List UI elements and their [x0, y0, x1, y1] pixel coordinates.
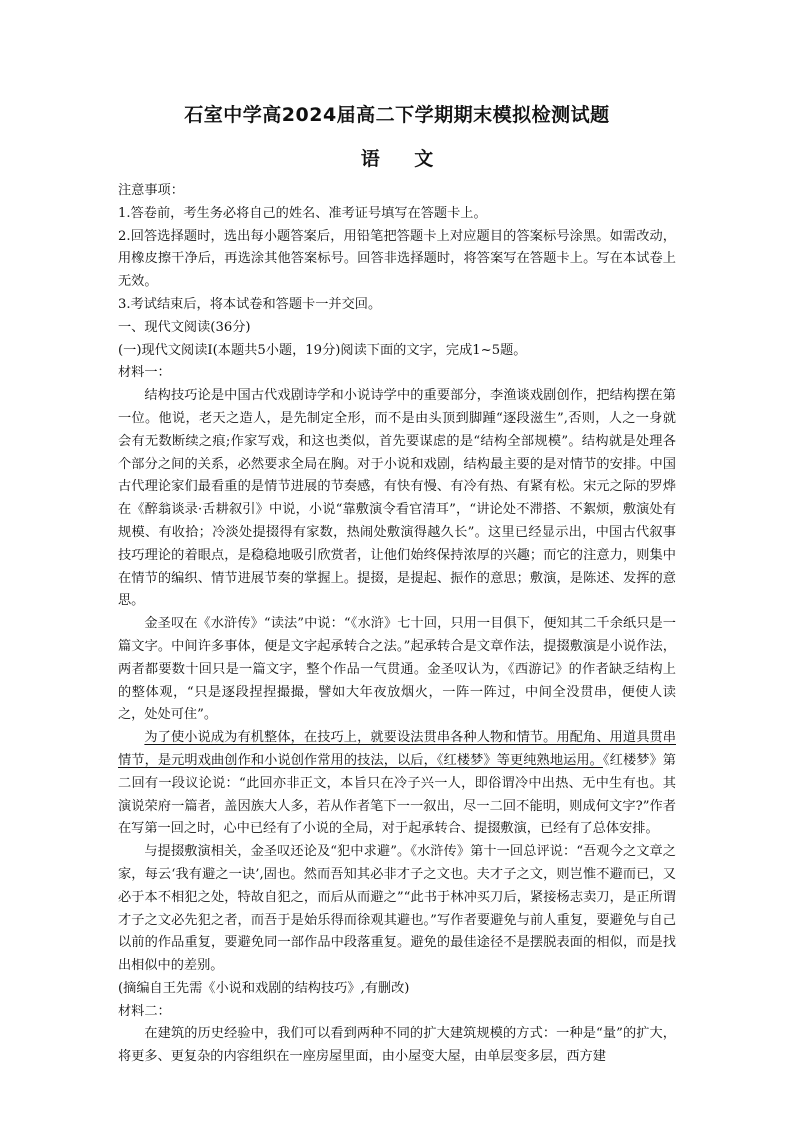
material-1-paragraph-4: 与提掇敷演相关，金圣叹还论及“犯中求避”。《水浒传》第十一回总评说：“吾观今之文章之家，每云‘我有避之一诀’,固也。然而吾知其必非才子之文也。夫才子之文，则岂惟不避而已，又必于本不相犯之处，特故自犯之，而后从而避之”“此书于林冲买刀后，紧接杨志卖刀，是正所谓才子之文必先犯之者，而吾于是始乐得而徐观其避也。”写作者要避免与前人重复，要避免与自己以前的作品重复，要避免同一部作品中段落重复。避免的最佳途径不是摆脱表面的相似，而是找出相似中的差别。 [118, 844, 676, 974]
exam-subject: 语 文 [360, 148, 448, 170]
paragraph-3-rest: 《红楼梦》第二回有一段议论说：“此回亦非正文，本旨只在冷子兴一人，即俗谓冷中出热、无中生有也。其演说荣府一篇者，盖因族大人多，若从作者笔下一一叙出，尽一二回不能明，则成何文字?”作者在写第一回之时，心中已经有了小说的全局，对于起承转合、提掇敷演，已经有了总体安排。 [118, 752, 676, 837]
notice-item-2: 2.回答选择题时，选出每小题答案后，用铅笔把答题卡上对应题目的答案标号涂黑。如需改动，用橡皮擦干净后，再选涂其他答案标号。回答非选择题时，将答案写在答题卡上。写在本试卷上无效。 [118, 228, 676, 290]
section-subheading: (一)现代文阅读I(本题共5小题，19分)阅读下面的文字，完成1~5题。 [118, 342, 527, 358]
material-1-paragraph-2: 金圣叹在《水浒传》“读法”中说：“《水浒》七十回，只用一目俱下，便知其二千余纸只是一篇文字。中间许多事体，便是文字起承转合之法。”起承转合是文章作法，提掇敷演是小说作法，两者都要数十回只是一篇文字，整个作品一气贯通。金圣叹认为，《西游记》的作者缺乏结构上的整体观，“只是逐段捏捏撮撮，譬如大年夜放烟火，一阵一阵过，中间全没贯串，便使人读之，处处可住”。 [118, 616, 676, 723]
section-heading: 一、现代文阅读(36分) [118, 319, 251, 335]
material-2-label: 材料二： [118, 1003, 171, 1019]
notice-item-1: 1.答卷前，考生务必将自己的姓名、准考证号填写在答题卡上。 [118, 205, 487, 221]
material-1-paragraph-3 [118, 727, 676, 841]
underlined-sentence: 为了使小说成为有机整体，在技巧上，就要设法贯串各种人物和情节。用配角、用道具贯串情节，是元明戏曲创作和小说创作常用的技法，以后，《红楼梦》等更纯熟地运用。 [118, 730, 676, 768]
notice-item-3: 3.考试结束后，将本试卷和答题卡一并交回。 [118, 296, 382, 312]
material-1-source: (摘编自王先需《小说和戏剧的结构技巧》,有删改) [118, 980, 410, 996]
material-2-paragraph-1: 在建筑的历史经验中，我们可以看到两种不同的扩大建筑规模的方式：一种是“量”的扩大，将更多、更复杂的内容组织在一座房屋里面，由小屋变大屋，由单层变多层，西方建 [118, 1026, 676, 1065]
exam-body [118, 180, 676, 1069]
exam-title: 石室中学高2024届高二下学期期末模拟检测试题 [184, 104, 610, 126]
material-1-label: 材料一： [118, 365, 171, 381]
material-1-paragraph-1: 结构技巧论是中国古代戏剧诗学和小说诗学中的重要部分，李渔谈戏剧创作，把结构摆在第一位。他说，老天之造人，是先制定全形，而不是由头顶到脚踵“逐段滋生”,否则，人之一身就会有无数断续之痕;作家写戏，和这也类似，首先要谋虑的是“结构全部规模”。结构就是处理各个部分之间的关系，必然要求全局在胸。对于小说和戏剧，结构最主要的是对情节的安排。中国古代理论家们最看重的是情节进展的节奏感，有快有慢、有冷有热、有紧有松。宋元之际的罗烨在《醉翁谈录·舌耕叙引》中说，小说“靠敷演令看官清耳”，“讲论处不滞搭、不絮烦，敷演处有规模、有收拾；冷淡处提掇得有家数，热闹处敷演得越久长”。这里已经显示出，中国古代叙事技巧理论的着眼点，是稳稳地吸引欣赏者，让他们始终保持浓厚的兴趣；而它的注意力，则集中在情节的编织、情节进展节奏的掌握上。提掇，是提起、振作的意思；敷演，是陈述、发挥的意思。 [118, 388, 676, 609]
notice-heading: 注意事项： [118, 183, 184, 198]
